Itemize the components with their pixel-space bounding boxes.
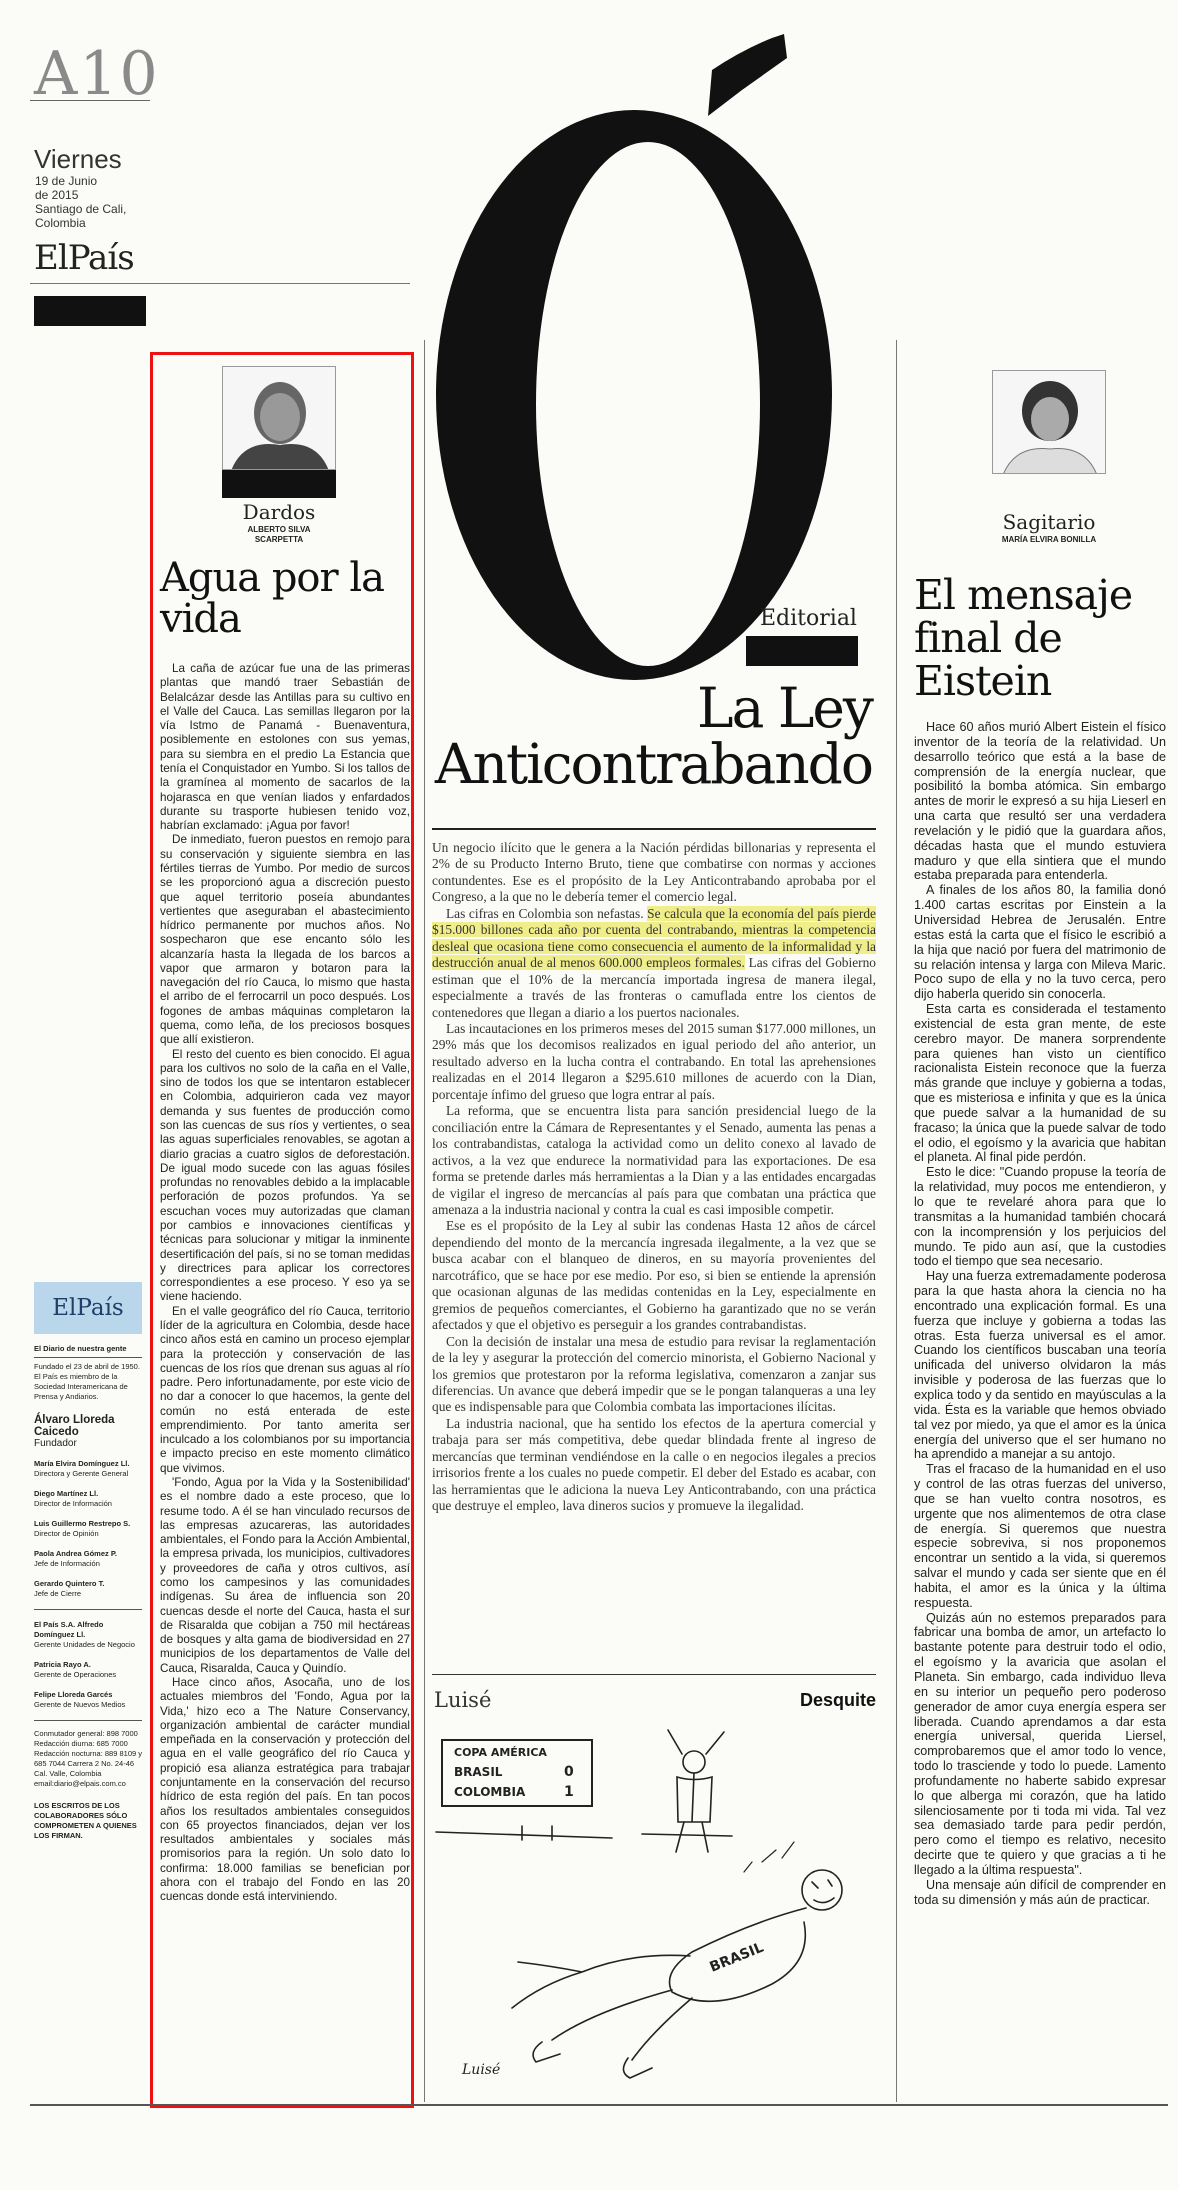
sidebar-divider xyxy=(34,1720,142,1721)
cartoon-author: Luisé xyxy=(434,1688,492,1712)
cartoon-signature: Luisé xyxy=(462,2062,501,2078)
article-paragraph: Una mensaje aún difícil de comprender en toda su dimensión y más aún de practicar. xyxy=(914,1877,1166,1907)
column-divider xyxy=(896,340,897,2102)
date-day: Viernes xyxy=(34,144,122,174)
scoreboard-score: 0 xyxy=(564,1764,574,1780)
sidebar-founded: Fundado el 23 de abril de 1950. El País es miembro de la Sociedad Interamericana de Prensa y Andiarios. xyxy=(34,1362,140,1401)
sidebar-logo: ElPaís xyxy=(34,1282,142,1334)
cartoon-title: Desquite xyxy=(799,1690,876,1710)
scoreboard-team: COLOMBIA xyxy=(454,1785,526,1799)
article-paragraph: Hace cinco años, Asocaña, uno de los actuales miembros del 'Fondo, Agua por la Vida,' hizo eco a The Nature Conservancy, organización ambiental de carácter mundial empeñada en la conservación y protección del agua en el valle geográfico del río Cauca y propició esa alianza estratégica para trabajar conjuntamente en la conservación del recurso hídrico de esta región del país. En tan pocos años los resultados ambientales conseguidos con 65 proyectos financiados, dejan ver los resultados ambientales y sociales más promisorios para la región. Un solo dato lo confirma: 18.000 familias se benefician por ahora con el trabajo del Fondo en las 20 cuencas donde está interviniendo. xyxy=(160,1675,410,1904)
article-paragraph: En el valle geográfico del río Cauca, territorio líder de la agricultura en Colombia, desde hace cinco años está en camino un proceso ejemplar para la protección y conservación de las cuencas de los ríos que drenan sus aguas al río padre. Pero infortunadamente, por este vicio de no dar a conocer lo que hacemos, la gente del común no está enterada de este emprendimiento. Por tanto amerita ser inculcado a los colombianos por su importancia e impacto preciso en este momento climático que vivimos. xyxy=(160,1304,410,1475)
right-headline: El mensaje final de Eistein xyxy=(914,571,1133,705)
article-paragraph: 'Fondo, Agua por la Vida y la Sostenibilidad' es el nombre dado a este proceso, que lo resume todo. A él se han vinculado recursos de las empresas azucareras, las autoridades ambientales, el Fondo para la Acción Ambiental, la empresa privada, los municipios, cultivadores y proveedores de caña y otros cultivos, así como los campesinos y las comunidades indígenas. Su área de influencia son 20 cuencas desde el norte del Cauca, hasta el sur de Risaralda que cobijan a 750 mil hectáreas de bosques y alta gama de biodiversidad en 27 municipios de los departamentos de Valle del Cauca, Risaralda, Cauca y Quindío. xyxy=(160,1476,410,1675)
page-number: A10 xyxy=(34,39,160,109)
article-paragraph: Quizás aún no estemos preparados para fabricar una bomba de amor, un artefacto lo bastante potente para destruir todo el odio, el egoísmo y la avaricia que asolan el Planeta. Sin embargo, cada individuo lleva en su interior un pequeño pero poderoso generador de amor cuya energía espera ser liberada. Cuando aprendamos a dar esta energía universal, querida Liersel, comprobaremos que el amor todo lo vence, todo lo trasciende y todo lo puede. Lamento profundamente no haberte sabido expresar lo que alberga mi corazón, que ha latido silenciosamente por ti toda mi vida. Tal vez sea demasiado tarde para pedir perdón, pero como el tiempo es relativo, necesito decirte que te quiero y que gracias a ti he llegado a la última respuesta". xyxy=(914,1610,1166,1877)
article-paragraph: Hay una fuerza extremadamente poderosa para la que hasta ahora la ciencia no ha encontrado una explicación formal. Es una fuerza que incluye y gobierna a todas las otras. Esta fuerza universal es el amor. Cuando los científicos buscaban una teoría unificada del universo olvidaron la más invisible y poderosa de las fuerzas que lo explica todo y da sentido en mayúsculas a la vida. Ésta es la variable que hemos obviado tal vez por miedo, ya que el amor es la única energía del universo que el ser humano no ha aprendido a manejar a su antojo. xyxy=(914,1269,1166,1462)
article-paragraph: La industria nacional, que ha sentido los efectos de la apertura comercial y trabaja para ser más competitiva, debe quedar blindada frente al ingreso de mercancías que terminan vendiéndose en la calle o en negocios ilegales a precios irrisorios frente a los cuales no puede competir. El deber del Estado es acabar, con las herramientas que le adiciona la nueva Ley Anticontrabando, con una práctica que destruye el empleo, lava dineros sucios y promueve la ilegalidad. xyxy=(432,1415,876,1514)
sidebar-founder-name: Álvaro Lloreda Caicedo xyxy=(34,1414,115,1438)
staff-entry: Diego Martínez Ll. Director de Información xyxy=(34,1489,112,1508)
article-paragraph: La caña de azúcar fue una de las primeras plantas que mandó traer Sebastián de Belalcázar desde las Antillas para su cultivo en el Valle del Cauca. Las semillas llegaron por la vía Istmo de Panamá - Buenaventura, posiblemente en estolones con sus yemas, para su siembra en el predio La Estancia que tenía el Conquistador en Yumbo. Si los tallos de la gramínea al momento de sacarlos de la hojarasca en que venían liados y enfardados durante su trasporte hubiesen tenido voz, habrían exclamado: ¡Agua por favor! xyxy=(160,662,410,833)
masthead-rule xyxy=(30,283,410,284)
column-section-sagitario: Sagitario xyxy=(1002,510,1096,534)
editorial-body xyxy=(432,840,876,1675)
article-paragraph: A finales de los años 80, la familia donó 1.400 cartas escritas por Einstein a la Universidad Hebrea de Jerusalén. Entre estas está la carta que el físico le escribió a la hija que nació por fuera del matrimonio de su relación intensa y larga con Mileva Maric. Poco supo de ella y no la tuvo cerca, pero dijo haberla querido sin conocerla. xyxy=(914,883,1166,1002)
staff-entry: Gerardo Quintero T. Jefe de Cierre xyxy=(34,1579,105,1598)
staff-entry: Paola Andrea Gómez P. Jefe de Información xyxy=(34,1549,117,1568)
staff-entry: Felipe Lloreda Garcés Gerente de Nuevos Medios xyxy=(34,1690,126,1709)
column-divider xyxy=(424,340,425,2102)
staff-box xyxy=(34,1282,142,2062)
highlighted-text: Se calcula que la economía del país pierde $15.000 billones cada año por cuenta del contrabando, mientras la competencia desleal que ocasiona tiene como consecuencia el aumento de la informalidad y la destrucción anual de al menos 600.000 empleos formales. xyxy=(432,905,876,971)
column-section-dardos: Dardos xyxy=(242,500,316,524)
sidebar-disclaimer: LOS ESCRITOS DE LOS COLABORADORES SÓLO COMPROMETEN A QUIENES LOS FIRMAN. xyxy=(34,1801,137,1840)
staff-entry: Patricia Rayo A. Gerente de Operaciones xyxy=(34,1660,117,1679)
sidebar-divider xyxy=(34,1357,142,1358)
masthead-divider xyxy=(30,100,150,101)
scoreboard-title: COPA AMÉRICA xyxy=(454,1746,547,1759)
author-photo-dardos xyxy=(222,366,336,470)
editorial-headline: La Ley Anticontrabando xyxy=(434,676,872,796)
article-paragraph: Las cifras en Colombia son nefastas. Se calcula que la economía del país pierde $15.000 billones cada año por cuenta del contrabando, mientras la competencia desleal que ocasiona tiene como consecuencia el aumento de la informalidad y la destrucción anual de al menos 600.000 empleos formales. Las cifras del Gobierno estiman que el 10% de la mercancía importada ingresa de manera ilegal, especialmente a través de las fronteras o camuflada entre los cientos de contenedores que llegan a diario a los puertos nacionales. xyxy=(432,905,876,1020)
staff-entry: María Elvira Domínguez Ll. Directora y Gerente General xyxy=(34,1459,130,1478)
article-paragraph: De inmediato, fueron puestos en remojo para su conservación y siguiente siembra en las fértiles tierras de Yumbo. Por medio de surcos se les proporcionó agua a discreción puesto que aquel territorio poseía abundantes vertientes que aseguraban el abastecimiento hídrico permanente por muchos años. No sospecharon que ese encanto sólo les alcanzaría hasta la llegada de los barcos a vapor que armaron y botaron para la navegación del río Cauca, lo mismo que hasta el arribo de el ferrocarril un poco después. Los fogones de ambas máquinas completaron la quema, como leña, de los preciosos bosques que allí existieron. xyxy=(160,833,410,1047)
brand-logo: ElPaís xyxy=(34,238,134,278)
right-article-body xyxy=(914,720,1166,2070)
cartoon-shirt-text: BRASIL xyxy=(707,1939,766,1976)
cartoon-illustration xyxy=(432,1722,876,2092)
article-paragraph: Ese es el propósito de la Ley al subir las condenas Hasta 12 años de cárcel dependiendo del monto de la mercancía ingresada ilegalmente, a la vez que se busca acabar con el blanqueo de dineros, en su mayoría provenientes del narcotráfico, que se hace por ese medio. Por eso, si bien se entiende la aprensión que ocasionan algunas de las medidas contenidas en la Ley, especialmente en gremios de pequeños comerciantes, el Gobierno ha garantizado que no se verán afectados y que el objetivo es perseguir a los grandes contrabandistas. xyxy=(432,1218,876,1333)
sidebar-contact: Conmutador general: 898 7000 Redacción diurna: 685 7000 Redacción nocturna: 889 8109 y 685 7044 Carrera 2 No. 24-46 Cal. Valle, Colombia email:diario@elpais.com.co xyxy=(34,1729,142,1788)
opinion-accent-graphic xyxy=(412,30,852,690)
staff-entry: El País S.A. Alfredo Domínguez Ll. Gerente Unidades de Negocio xyxy=(34,1620,135,1649)
sidebar-divider xyxy=(34,1609,142,1610)
column-author-dardos: ALBERTO SILVA SCARPETTA xyxy=(247,525,311,544)
article-paragraph: Tras el fracaso de la humanidad en el uso y control de las otras fuerzas del universo, que se han vuelto contra nosotros, es urgente que nos alimentemos de otra clase de energía. Si queremos que nuestra especie sobreviva, si nos proponemos encontrar un sentido a la vida, si queremos salvar el mundo y cada ser siente que en él habita, el amor es la única y la última respuesta. xyxy=(914,1462,1166,1610)
editorial-rule xyxy=(432,828,876,830)
staff-entry: Luis Guillermo Restrepo S. Director de Opinión xyxy=(34,1519,131,1538)
date-lines: 19 de Junio de 2015 Santiago de Cali, Colombia xyxy=(35,174,127,230)
left-headline: Agua por la vida xyxy=(160,555,384,642)
article-paragraph: Hace 60 años murió Albert Eistein el físico inventor de la teoría de la relatividad. Un desarrollo teórico que está a la base de comprensión de la energía nuclear, que posibilitó la bomba atómica. Sin embargo antes de morir le expresó a su hija Lieserl en una carta que resultó ser una verdadera revelación y le pidió que la guardara años, décadas hasta que el mundo estuviera maduro y que ella sintiera que el mundo estaba preparada para entenderla. xyxy=(914,720,1166,883)
article-paragraph: La reforma, que se encuentra lista para sanción presidencial luego de la conciliación entre la Cámara de Representantes y el Senado, aumenta las penas a los contrabandistas, cataloga la actividad como un delito conexo al lavado de activos, a la vez que endurece la normatividad para las exportaciones. De esa forma se pretende darles más herramientas a la Dian y a las entidades encargadas de vigilar el ingreso de mercancías al país para que combatan una práctica que amenaza a la industria nacional y contra la cual es casi imposible competir. xyxy=(432,1103,876,1217)
article-paragraph: Las incautaciones en los primeros meses del 2015 suman $177.000 millones, un 29% más que los decomisos realizados en igual periodo del año anterior, un resultado adverso en la lucha contra el contrabando. En total las aprehensiones realizadas en el 2014 llegaron a $295.610 millones de acuerdo con la Dian, porcentaje ínfimo del grueso que logra entrar al país. xyxy=(432,1020,876,1102)
scoreboard-score: 1 xyxy=(564,1784,574,1800)
photo-redaction-bar-left xyxy=(222,470,336,498)
page-bottom-rule xyxy=(30,2104,1168,2106)
article-paragraph: Un negocio ilícito que le genera a la Nación pérdidas billonarias y representa el 2% de su Producto Interno Bruto, tiene que combatirse con normas y acciones contundentes. Ese es el propósito de la Ley Anticontrabando aprobaba por el Congreso, a la que no le debería temer el comercio legal. xyxy=(432,840,876,905)
editorial-label: Editorial xyxy=(760,606,857,631)
author-photo-sagitario xyxy=(992,370,1106,474)
article-paragraph: Esto le dice: "Cuando propuse la teoría de la relatividad, muy pocos me entendieron, y lo que te revelaré ahora para que lo transmitas a la humanidad también chocará con la incomprensión y los perjuicios del mundo. Te pido aun así, que la custodies todo el tiempo que sea necesario. xyxy=(914,1165,1166,1269)
sidebar-slogan: El Diario de nuestra gente xyxy=(34,1344,127,1353)
cartoon-rule xyxy=(432,1674,876,1675)
editorial-redaction-bar xyxy=(746,636,858,666)
redaction-bar xyxy=(34,296,146,326)
article-paragraph: El resto del cuento es bien conocido. El agua para los cultivos no solo de la caña en el Valle, sino de todos los que se intentaron establecer en Colombia, adquirieron cada vez mayor demanda y sus fuentes de producción como son las cuencas de sus ríos y vertientes, o sea las aguas superficiales renovables, se agotan a diario gracias a cuatro siglos de deforestación. De igual modo sucede con las aguas fósiles profundas no renovables debido a la implacable perforación de pozos profundos. Ya se escuchan voces muy autorizadas que claman por cambios e innovaciones científicas y técnicas para solucionar y mitigar la inminente desertificación del país, si no se toman medidas y directrices para aplicar los correctores correspondientes a ese proceso. Y eso ya se viene haciendo. xyxy=(160,1047,410,1304)
article-paragraph: Con la decisión de instalar una mesa de estudio para revisar la reglamentación de la ley y asegurar la protección del comercio minorista, el Gobierno Nacional y los gremios que protestaron por la reforma legislativa, comenzaron a zanjar sus diferencias. Un avance que deberá impedir que se le pongan talanqueras a una ley que es indispensable para que Colombia combata las importaciones ilícitas. xyxy=(432,1333,876,1415)
sidebar-founder-role: Fundador xyxy=(34,1438,77,1449)
left-article-body xyxy=(160,662,410,2098)
article-paragraph: Esta carta es considerada el testamento existencial de esta gran mente, de este cerebro mayor. De manera sorprendente para quienes han visto un científico racionalista Eistein reconoce que la fuerza más grande que incluye y gobierna a todas, que es misteriosa e infinita y que es la única que puede salvar a la humanidad de su fracaso; la única que la puede salvar de todo el odio, el egoísmo y la avaricia que habitan el planeta. Al final pide perdón. xyxy=(914,1002,1166,1165)
scoreboard-team: BRASIL xyxy=(454,1765,503,1779)
column-author-sagitario: MARÍA ELVIRA BONILLA xyxy=(1001,535,1097,544)
